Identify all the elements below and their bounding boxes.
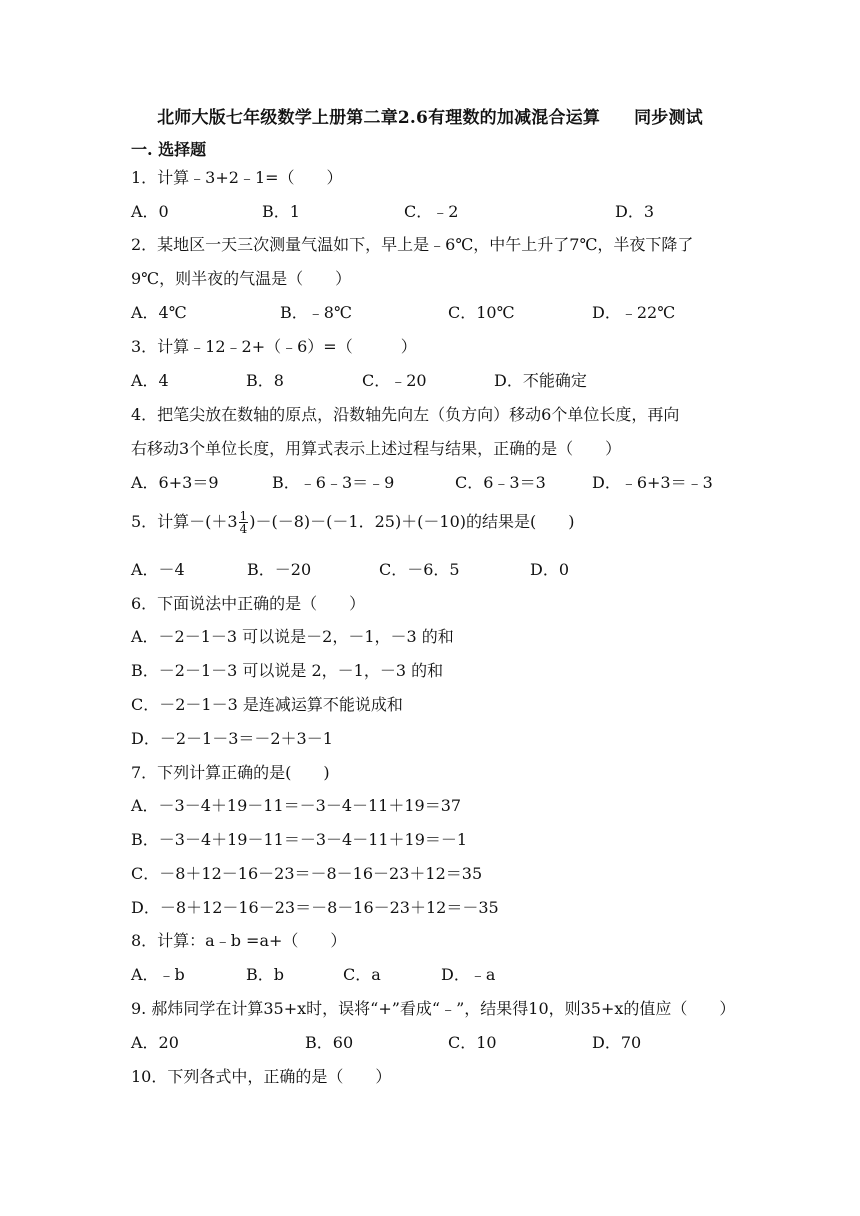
q7-option-a: A．－3－4＋19－11＝－3－4－11＋19＝37: [131, 796, 462, 815]
question-4-stem-line2: 右移动3个单位长度，用算式表示上述过程与结果，正确的是（ ）: [131, 439, 622, 458]
q4-option-c: C．6﹣3＝3: [455, 473, 546, 492]
question-2-stem-line2: 9℃，则半夜的气温是（ ）: [131, 269, 352, 288]
q4-option-a: A．6+3＝9: [131, 473, 219, 492]
q8-option-b: B．b: [246, 965, 285, 984]
title-main: 北师大版七年级数学上册第二章2.6有理数的加减混合运算: [157, 108, 601, 128]
question-9-stem: 9. 郝炜同学在计算35+x时，误将“+”看成“﹣”，结果得10，则35+x的值应（ ）: [131, 999, 736, 1018]
q6-option-a: A．－2－1－3 可以说是－2，－1，－3 的和: [131, 627, 454, 646]
q1-option-d: D．3: [615, 202, 655, 221]
q7-option-d: D．－8＋12－16－23＝－8－16－23＋12＝－35: [131, 898, 499, 917]
q5-stem-part-a: 5．计算－(＋3: [131, 512, 238, 531]
question-10-stem: 10．下列各式中，正确的是（ ）: [131, 1067, 392, 1086]
q2-option-d: D．﹣22℃: [592, 303, 676, 322]
q5-option-d: D．0: [530, 560, 570, 579]
q8-option-c: C．a: [343, 965, 381, 984]
question-3-stem: 3．计算﹣12﹣2+（﹣6）=（ ）: [131, 337, 417, 356]
q2-option-b: B．﹣8℃: [280, 303, 352, 322]
question-7-stem: 7．下列计算正确的是( ): [131, 763, 330, 782]
page-title: [0, 103, 860, 128]
q2-option-c: C．10℃: [448, 303, 515, 322]
q5-option-b: B．－20: [247, 560, 312, 579]
q9-option-b: B．60: [305, 1033, 354, 1052]
q6-option-c: C．－2－1－3 是连减运算不能说成和: [131, 695, 403, 714]
q4-option-b: B．﹣6﹣3＝﹣9: [272, 473, 395, 492]
question-2-stem-line1: 2．某地区一天三次测量气温如下，早上是﹣6℃，中午上升了7℃，半夜下降了: [131, 235, 694, 254]
section-heading: 一. 选择题: [131, 140, 207, 159]
q7-option-b: B．－3－4＋19－11＝－3－4－11＋19＝－1: [131, 830, 468, 849]
q7-option-c: C．－8＋12－16－23＝－8－16－23＋12＝35: [131, 864, 483, 883]
question-5-stem: [131, 510, 575, 535]
q5-option-c: C．－6．5: [379, 560, 460, 579]
q9-option-d: D．70: [592, 1033, 642, 1052]
q6-option-d: D．－2－1－3＝－2＋3－1: [131, 729, 333, 748]
q2-option-a: A．4℃: [131, 303, 187, 322]
q1-option-c: C．﹣2: [404, 202, 459, 221]
q9-option-a: A．20: [131, 1033, 179, 1052]
q5-fraction-denominator: 4: [239, 522, 248, 536]
question-4-stem-line1: 4．把笔尖放在数轴的原点，沿数轴先向左（负方向）移动6个单位长度，再向: [131, 405, 680, 424]
question-6-stem: 6．下面说法中正确的是（ ）: [131, 594, 366, 613]
title-suffix: 同步测试: [634, 108, 703, 128]
q3-option-c: C．﹣20: [362, 371, 427, 390]
q8-option-d: D．﹣a: [441, 965, 496, 984]
q3-option-a: A．4: [131, 371, 169, 390]
q3-option-b: B．8: [246, 371, 284, 390]
q8-option-a: A．﹣b: [131, 965, 185, 984]
q5-fraction: [239, 510, 249, 535]
question-8-stem: 8．计算：a﹣b =a+（ ）: [131, 931, 347, 950]
q5-option-a: A．－4: [131, 560, 185, 579]
q9-option-c: C．10: [448, 1033, 497, 1052]
q4-option-d: D．﹣6+3＝﹣3: [592, 473, 713, 492]
q5-fraction-numerator: 1: [239, 509, 248, 523]
question-1-stem: 1．计算﹣3+2﹣1=（ ）: [131, 168, 343, 187]
q3-option-d: D．不能确定: [494, 371, 587, 390]
q5-stem-part-b: )－(－8)－(－1．25)＋(－10)的结果是( ): [249, 512, 575, 531]
q1-option-a: A．0: [131, 202, 169, 221]
q1-option-b: B．1: [262, 202, 300, 221]
q6-option-b: B．－2－1－3 可以说是 2，－1，－3 的和: [131, 661, 444, 680]
